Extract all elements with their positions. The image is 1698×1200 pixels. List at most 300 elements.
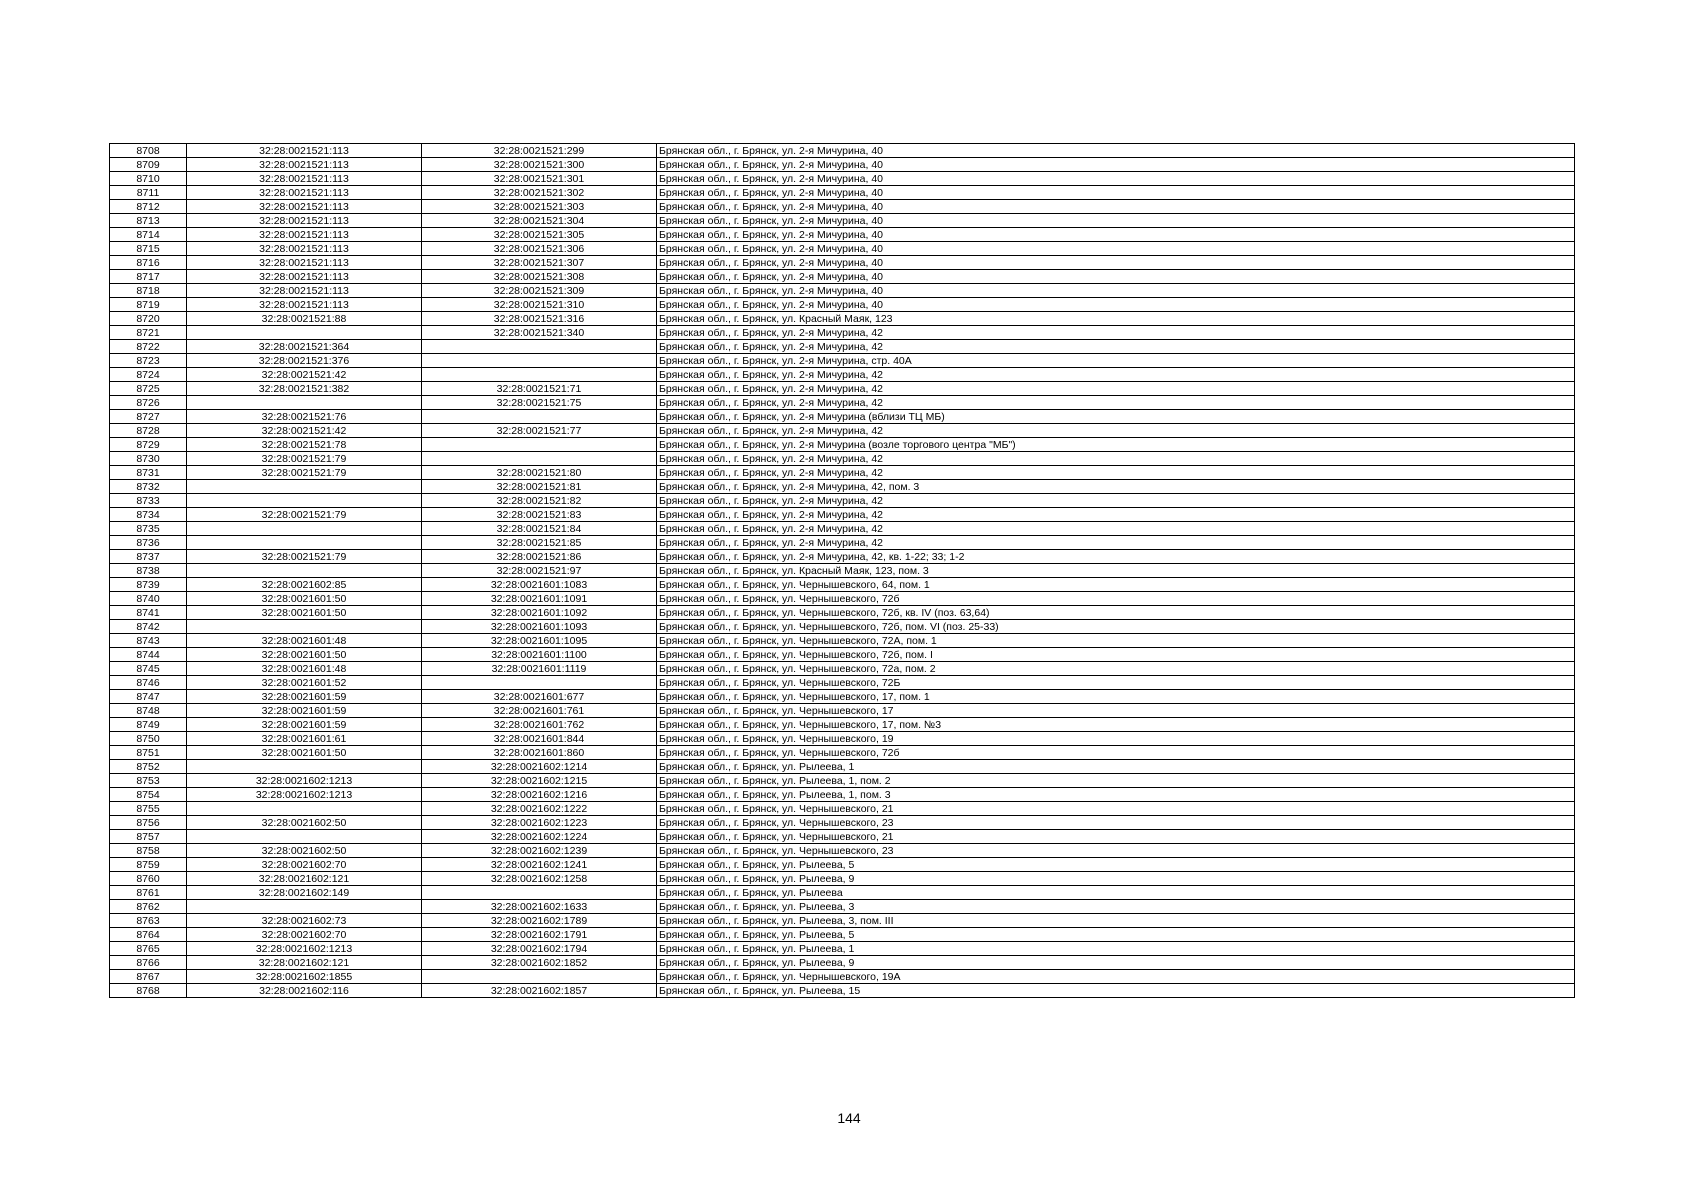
row-number-cell: 8715 [110, 242, 187, 256]
object-number-cell [422, 886, 657, 900]
parcel-number-cell: 32:28:0021602:1213 [187, 788, 422, 802]
table-row [110, 382, 1575, 396]
row-number-cell: 8712 [110, 200, 187, 214]
object-number-cell: 32:28:0021521:77 [422, 424, 657, 438]
table-row [110, 620, 1575, 634]
table-row [110, 746, 1575, 760]
object-number-cell: 32:28:0021521:86 [422, 550, 657, 564]
address-cell: Брянская обл., г. Брянск, ул. Чернышевского, 72б [657, 592, 1575, 606]
parcel-number-cell: 32:28:0021521:113 [187, 270, 422, 284]
table-row [110, 928, 1575, 942]
table-row [110, 872, 1575, 886]
address-cell: Брянская обл., г. Брянск, ул. Рылеева [657, 886, 1575, 900]
parcel-number-cell [187, 900, 422, 914]
address-cell: Брянская обл., г. Брянск, ул. 2-я Мичурина, 40 [657, 228, 1575, 242]
row-number-cell: 8731 [110, 466, 187, 480]
row-number-cell: 8754 [110, 788, 187, 802]
row-number-cell: 8722 [110, 340, 187, 354]
parcel-number-cell: 32:28:0021521:88 [187, 312, 422, 326]
table-row [110, 438, 1575, 452]
row-number-cell: 8737 [110, 550, 187, 564]
object-number-cell: 32:28:0021601:1093 [422, 620, 657, 634]
address-cell: Брянская обл., г. Брянск, ул. 2-я Мичурина (возле торгового центра "МБ") [657, 438, 1575, 452]
object-number-cell: 32:28:0021521:310 [422, 298, 657, 312]
table-row [110, 186, 1575, 200]
parcel-number-cell: 32:28:0021521:42 [187, 368, 422, 382]
object-number-cell: 32:28:0021602:1239 [422, 844, 657, 858]
row-number-cell: 8732 [110, 480, 187, 494]
row-number-cell: 8767 [110, 970, 187, 984]
row-number-cell: 8710 [110, 172, 187, 186]
table-row [110, 830, 1575, 844]
parcel-number-cell: 32:28:0021602:50 [187, 816, 422, 830]
parcel-number-cell: 32:28:0021521:113 [187, 228, 422, 242]
row-number-cell: 8743 [110, 634, 187, 648]
object-number-cell [422, 676, 657, 690]
parcel-number-cell: 32:28:0021521:79 [187, 452, 422, 466]
object-number-cell: 32:28:0021601:844 [422, 732, 657, 746]
row-number-cell: 8751 [110, 746, 187, 760]
table-row [110, 760, 1575, 774]
address-cell: Брянская обл., г. Брянск, ул. 2-я Мичурина, 42 [657, 368, 1575, 382]
object-number-cell [422, 368, 657, 382]
parcel-number-cell: 32:28:0021521:113 [187, 158, 422, 172]
row-number-cell: 8729 [110, 438, 187, 452]
table-row [110, 956, 1575, 970]
address-cell: Брянская обл., г. Брянск, ул. 2-я Мичурина, 40 [657, 270, 1575, 284]
parcel-number-cell: 32:28:0021521:113 [187, 144, 422, 158]
row-number-cell: 8728 [110, 424, 187, 438]
parcel-number-cell [187, 396, 422, 410]
address-cell: Брянская обл., г. Брянск, ул. 2-я Мичурина, 42 [657, 382, 1575, 396]
table-row [110, 550, 1575, 564]
table-row [110, 508, 1575, 522]
table-row [110, 732, 1575, 746]
parcel-number-cell [187, 522, 422, 536]
table-row [110, 368, 1575, 382]
address-cell: Брянская обл., г. Брянск, ул. Рылеева, 5 [657, 858, 1575, 872]
table-row [110, 228, 1575, 242]
row-number-cell: 8733 [110, 494, 187, 508]
address-cell: Брянская обл., г. Брянск, ул. 2-я Мичурина, 42 [657, 508, 1575, 522]
parcel-number-cell: 32:28:0021521:382 [187, 382, 422, 396]
table-row [110, 900, 1575, 914]
row-number-cell: 8749 [110, 718, 187, 732]
object-number-cell: 32:28:0021521:307 [422, 256, 657, 270]
table-row [110, 690, 1575, 704]
row-number-cell: 8764 [110, 928, 187, 942]
table-row [110, 676, 1575, 690]
row-number-cell: 8763 [110, 914, 187, 928]
parcel-number-cell: 32:28:0021602:149 [187, 886, 422, 900]
address-cell: Брянская обл., г. Брянск, ул. 2-я Мичурина, 40 [657, 144, 1575, 158]
object-number-cell: 32:28:0021602:1258 [422, 872, 657, 886]
row-number-cell: 8718 [110, 284, 187, 298]
table-row [110, 424, 1575, 438]
address-cell: Брянская обл., г. Брянск, ул. Чернышевского, 21 [657, 802, 1575, 816]
object-number-cell: 32:28:0021521:81 [422, 480, 657, 494]
row-number-cell: 8748 [110, 704, 187, 718]
parcel-number-cell: 32:28:0021602:116 [187, 984, 422, 998]
object-number-cell [422, 354, 657, 368]
page-number: 144 [837, 1110, 861, 1126]
table-row [110, 606, 1575, 620]
table-row [110, 410, 1575, 424]
address-cell: Брянская обл., г. Брянск, ул. Чернышевского, 72б, кв. IV (поз. 63,64) [657, 606, 1575, 620]
table-row [110, 242, 1575, 256]
address-cell: Брянская обл., г. Брянск, ул. 2-я Мичурина, 42 [657, 326, 1575, 340]
address-cell: Брянская обл., г. Брянск, ул. Красный Маяк, 123 [657, 312, 1575, 326]
object-number-cell: 32:28:0021602:1216 [422, 788, 657, 802]
table-row [110, 970, 1575, 984]
table-row [110, 298, 1575, 312]
address-cell: Брянская обл., г. Брянск, ул. Чернышевского, 23 [657, 844, 1575, 858]
row-number-cell: 8766 [110, 956, 187, 970]
object-number-cell: 32:28:0021602:1791 [422, 928, 657, 942]
table-row [110, 648, 1575, 662]
parcel-number-cell: 32:28:0021602:1213 [187, 942, 422, 956]
table-row [110, 158, 1575, 172]
address-cell: Брянская обл., г. Брянск, ул. Чернышевского, 72а, пом. 2 [657, 662, 1575, 676]
parcel-number-cell: 32:28:0021601:50 [187, 746, 422, 760]
registry-table [109, 143, 1575, 998]
row-number-cell: 8738 [110, 564, 187, 578]
object-number-cell: 32:28:0021521:316 [422, 312, 657, 326]
table-row [110, 214, 1575, 228]
object-number-cell: 32:28:0021521:83 [422, 508, 657, 522]
table-row [110, 634, 1575, 648]
row-number-cell: 8727 [110, 410, 187, 424]
address-cell: Брянская обл., г. Брянск, ул. 2-я Мичурина, 42 [657, 424, 1575, 438]
row-number-cell: 8741 [110, 606, 187, 620]
table-row [110, 536, 1575, 550]
table-row [110, 788, 1575, 802]
object-number-cell: 32:28:0021521:303 [422, 200, 657, 214]
row-number-cell: 8761 [110, 886, 187, 900]
table-row [110, 480, 1575, 494]
object-number-cell: 32:28:0021521:305 [422, 228, 657, 242]
address-cell: Брянская обл., г. Брянск, ул. 2-я Мичурина, 40 [657, 158, 1575, 172]
parcel-number-cell: 32:28:0021521:364 [187, 340, 422, 354]
row-number-cell: 8742 [110, 620, 187, 634]
table-row [110, 172, 1575, 186]
row-number-cell: 8721 [110, 326, 187, 340]
row-number-cell: 8714 [110, 228, 187, 242]
table-row [110, 774, 1575, 788]
row-number-cell: 8716 [110, 256, 187, 270]
parcel-number-cell: 32:28:0021521:79 [187, 466, 422, 480]
parcel-number-cell: 32:28:0021602:1213 [187, 774, 422, 788]
object-number-cell: 32:28:0021601:677 [422, 690, 657, 704]
object-number-cell: 32:28:0021521:308 [422, 270, 657, 284]
address-cell: Брянская обл., г. Брянск, ул. 2-я Мичурина, 40 [657, 214, 1575, 228]
object-number-cell [422, 970, 657, 984]
parcel-number-cell [187, 494, 422, 508]
object-number-cell: 32:28:0021601:1100 [422, 648, 657, 662]
row-number-cell: 8759 [110, 858, 187, 872]
parcel-number-cell: 32:28:0021521:113 [187, 200, 422, 214]
row-number-cell: 8730 [110, 452, 187, 466]
parcel-number-cell [187, 536, 422, 550]
table-row [110, 466, 1575, 480]
row-number-cell: 8708 [110, 144, 187, 158]
object-number-cell: 32:28:0021601:1091 [422, 592, 657, 606]
parcel-number-cell: 32:28:0021521:113 [187, 214, 422, 228]
object-number-cell: 32:28:0021521:306 [422, 242, 657, 256]
table-row [110, 942, 1575, 956]
row-number-cell: 8720 [110, 312, 187, 326]
parcel-number-cell: 32:28:0021602:1855 [187, 970, 422, 984]
table-row [110, 858, 1575, 872]
address-cell: Брянская обл., г. Брянск, ул. Рылеева, 3 [657, 900, 1575, 914]
row-number-cell: 8765 [110, 942, 187, 956]
row-number-cell: 8760 [110, 872, 187, 886]
object-number-cell: 32:28:0021521:304 [422, 214, 657, 228]
registry-table-body [110, 144, 1575, 998]
parcel-number-cell: 32:28:0021602:50 [187, 844, 422, 858]
object-number-cell: 32:28:0021521:302 [422, 186, 657, 200]
address-cell: Брянская обл., г. Брянск, ул. 2-я Мичурина, 42 [657, 466, 1575, 480]
address-cell: Брянская обл., г. Брянск, ул. Чернышевского, 19А [657, 970, 1575, 984]
address-cell: Брянская обл., г. Брянск, ул. 2-я Мичурина, 42 [657, 396, 1575, 410]
object-number-cell: 32:28:0021601:1119 [422, 662, 657, 676]
address-cell: Брянская обл., г. Брянск, ул. Рылеева, 1 [657, 942, 1575, 956]
row-number-cell: 8753 [110, 774, 187, 788]
table-row [110, 312, 1575, 326]
parcel-number-cell: 32:28:0021521:78 [187, 438, 422, 452]
address-cell: Брянская обл., г. Брянск, ул. 2-я Мичурина, 40 [657, 200, 1575, 214]
table-row [110, 354, 1575, 368]
address-cell: Брянская обл., г. Брянск, ул. Рылеева, 5 [657, 928, 1575, 942]
table-row [110, 144, 1575, 158]
address-cell: Брянская обл., г. Брянск, ул. Чернышевского, 64, пом. 1 [657, 578, 1575, 592]
object-number-cell: 32:28:0021601:1092 [422, 606, 657, 620]
row-number-cell: 8723 [110, 354, 187, 368]
object-number-cell: 32:28:0021602:1241 [422, 858, 657, 872]
table-row [110, 704, 1575, 718]
table-row [110, 284, 1575, 298]
object-number-cell: 32:28:0021602:1214 [422, 760, 657, 774]
object-number-cell: 32:28:0021602:1852 [422, 956, 657, 970]
address-cell: Брянская обл., г. Брянск, ул. Чернышевского, 72б, пом. I [657, 648, 1575, 662]
parcel-number-cell: 32:28:0021521:113 [187, 242, 422, 256]
table-row [110, 662, 1575, 676]
table-row [110, 914, 1575, 928]
table-row [110, 802, 1575, 816]
object-number-cell: 32:28:0021602:1857 [422, 984, 657, 998]
object-number-cell: 32:28:0021602:1223 [422, 816, 657, 830]
row-number-cell: 8719 [110, 298, 187, 312]
address-cell: Брянская обл., г. Брянск, ул. Чернышевского, 23 [657, 816, 1575, 830]
parcel-number-cell: 32:28:0021521:113 [187, 284, 422, 298]
address-cell: Брянская обл., г. Брянск, ул. Чернышевского, 17 [657, 704, 1575, 718]
table-row [110, 844, 1575, 858]
row-number-cell: 8725 [110, 382, 187, 396]
object-number-cell: 32:28:0021602:1215 [422, 774, 657, 788]
object-number-cell: 32:28:0021601:761 [422, 704, 657, 718]
object-number-cell [422, 452, 657, 466]
table-row [110, 256, 1575, 270]
parcel-number-cell: 32:28:0021601:59 [187, 718, 422, 732]
table-row [110, 718, 1575, 732]
object-number-cell: 32:28:0021601:762 [422, 718, 657, 732]
address-cell: Брянская обл., г. Брянск, ул. 2-я Мичурина, 42 [657, 340, 1575, 354]
table-row [110, 816, 1575, 830]
parcel-number-cell [187, 564, 422, 578]
address-cell: Брянская обл., г. Брянск, ул. 2-я Мичурина, 40 [657, 186, 1575, 200]
address-cell: Брянская обл., г. Брянск, ул. Рылеева, 1, пом. 2 [657, 774, 1575, 788]
object-number-cell: 32:28:0021521:299 [422, 144, 657, 158]
table-row [110, 340, 1575, 354]
parcel-number-cell: 32:28:0021521:376 [187, 354, 422, 368]
object-number-cell: 32:28:0021521:85 [422, 536, 657, 550]
address-cell: Брянская обл., г. Брянск, ул. Рылеева, 9 [657, 956, 1575, 970]
address-cell: Брянская обл., г. Брянск, ул. Чернышевского, 72А, пом. 1 [657, 634, 1575, 648]
parcel-number-cell: 32:28:0021601:52 [187, 676, 422, 690]
object-number-cell: 32:28:0021521:340 [422, 326, 657, 340]
row-number-cell: 8713 [110, 214, 187, 228]
address-cell: Брянская обл., г. Брянск, ул. Чернышевского, 72б [657, 746, 1575, 760]
object-number-cell: 32:28:0021521:301 [422, 172, 657, 186]
table-row [110, 886, 1575, 900]
object-number-cell: 32:28:0021601:1083 [422, 578, 657, 592]
address-cell: Брянская обл., г. Брянск, ул. Чернышевского, 21 [657, 830, 1575, 844]
parcel-number-cell: 32:28:0021521:113 [187, 298, 422, 312]
row-number-cell: 8711 [110, 186, 187, 200]
row-number-cell: 8762 [110, 900, 187, 914]
parcel-number-cell: 32:28:0021521:113 [187, 186, 422, 200]
table-row [110, 578, 1575, 592]
object-number-cell: 32:28:0021602:1633 [422, 900, 657, 914]
object-number-cell: 32:28:0021521:80 [422, 466, 657, 480]
row-number-cell: 8755 [110, 802, 187, 816]
row-number-cell: 8768 [110, 984, 187, 998]
object-number-cell: 32:28:0021602:1224 [422, 830, 657, 844]
parcel-number-cell: 32:28:0021521:76 [187, 410, 422, 424]
address-cell: Брянская обл., г. Брянск, ул. Чернышевского, 19 [657, 732, 1575, 746]
parcel-number-cell: 32:28:0021601:50 [187, 592, 422, 606]
parcel-number-cell: 32:28:0021601:50 [187, 606, 422, 620]
address-cell: Брянская обл., г. Брянск, ул. Красный Маяк, 123, пом. 3 [657, 564, 1575, 578]
object-number-cell [422, 438, 657, 452]
address-cell: Брянская обл., г. Брянск, ул. Рылеева, 15 [657, 984, 1575, 998]
row-number-cell: 8736 [110, 536, 187, 550]
table-row [110, 592, 1575, 606]
row-number-cell: 8752 [110, 760, 187, 774]
object-number-cell: 32:28:0021521:75 [422, 396, 657, 410]
object-number-cell: 32:28:0021521:97 [422, 564, 657, 578]
address-cell: Брянская обл., г. Брянск, ул. 2-я Мичурина, 42 [657, 522, 1575, 536]
address-cell: Брянская обл., г. Брянск, ул. 2-я Мичурина, 40 [657, 172, 1575, 186]
parcel-number-cell: 32:28:0021601:59 [187, 690, 422, 704]
address-cell: Брянская обл., г. Брянск, ул. 2-я Мичурина, 42, пом. 3 [657, 480, 1575, 494]
address-cell: Брянская обл., г. Брянск, ул. Рылеева, 3, пом. III [657, 914, 1575, 928]
row-number-cell: 8747 [110, 690, 187, 704]
table-row [110, 494, 1575, 508]
address-cell: Брянская обл., г. Брянск, ул. 2-я Мичурина, 42, кв. 1-22; 33; 1-2 [657, 550, 1575, 564]
row-number-cell: 8735 [110, 522, 187, 536]
address-cell: Брянская обл., г. Брянск, ул. 2-я Мичурина (вблизи ТЦ МБ) [657, 410, 1575, 424]
parcel-number-cell: 32:28:0021521:42 [187, 424, 422, 438]
row-number-cell: 8739 [110, 578, 187, 592]
object-number-cell: 32:28:0021602:1222 [422, 802, 657, 816]
parcel-number-cell: 32:28:0021602:70 [187, 928, 422, 942]
parcel-number-cell [187, 802, 422, 816]
row-number-cell: 8750 [110, 732, 187, 746]
parcel-number-cell: 32:28:0021601:50 [187, 648, 422, 662]
parcel-number-cell [187, 760, 422, 774]
parcel-number-cell: 32:28:0021521:79 [187, 508, 422, 522]
address-cell: Брянская обл., г. Брянск, ул. 2-я Мичурина, 40 [657, 242, 1575, 256]
parcel-number-cell: 32:28:0021602:73 [187, 914, 422, 928]
parcel-number-cell [187, 620, 422, 634]
parcel-number-cell: 32:28:0021601:59 [187, 704, 422, 718]
address-cell: Брянская обл., г. Брянск, ул. Рылеева, 9 [657, 872, 1575, 886]
row-number-cell: 8724 [110, 368, 187, 382]
address-cell: Брянская обл., г. Брянск, ул. 2-я Мичурина, 40 [657, 284, 1575, 298]
object-number-cell: 32:28:0021602:1794 [422, 942, 657, 956]
parcel-number-cell [187, 830, 422, 844]
object-number-cell: 32:28:0021521:309 [422, 284, 657, 298]
table-row [110, 984, 1575, 998]
row-number-cell: 8740 [110, 592, 187, 606]
parcel-number-cell: 32:28:0021521:113 [187, 172, 422, 186]
parcel-number-cell: 32:28:0021602:121 [187, 872, 422, 886]
parcel-number-cell: 32:28:0021601:61 [187, 732, 422, 746]
address-cell: Брянская обл., г. Брянск, ул. 2-я Мичурина, 42 [657, 494, 1575, 508]
table-row [110, 522, 1575, 536]
row-number-cell: 8757 [110, 830, 187, 844]
parcel-number-cell [187, 480, 422, 494]
object-number-cell: 32:28:0021521:300 [422, 158, 657, 172]
address-cell: Брянская обл., г. Брянск, ул. Рылеева, 1 [657, 760, 1575, 774]
object-number-cell [422, 410, 657, 424]
parcel-number-cell: 32:28:0021521:113 [187, 256, 422, 270]
address-cell: Брянская обл., г. Брянск, ул. 2-я Мичурина, 40 [657, 298, 1575, 312]
object-number-cell [422, 340, 657, 354]
row-number-cell: 8717 [110, 270, 187, 284]
object-number-cell: 32:28:0021602:1789 [422, 914, 657, 928]
parcel-number-cell [187, 326, 422, 340]
row-number-cell: 8745 [110, 662, 187, 676]
parcel-number-cell: 32:28:0021602:70 [187, 858, 422, 872]
row-number-cell: 8709 [110, 158, 187, 172]
address-cell: Брянская обл., г. Брянск, ул. 2-я Мичурина, 40 [657, 256, 1575, 270]
address-cell: Брянская обл., г. Брянск, ул. Рылеева, 1, пом. 3 [657, 788, 1575, 802]
address-cell: Брянская обл., г. Брянск, ул. Чернышевского, 17, пом. №3 [657, 718, 1575, 732]
table-row [110, 270, 1575, 284]
parcel-number-cell: 32:28:0021521:79 [187, 550, 422, 564]
address-cell: Брянская обл., г. Брянск, ул. Чернышевского, 72б, пом. VI (поз. 25-33) [657, 620, 1575, 634]
parcel-number-cell: 32:28:0021602:121 [187, 956, 422, 970]
parcel-number-cell: 32:28:0021602:85 [187, 578, 422, 592]
address-cell: Брянская обл., г. Брянск, ул. 2-я Мичурина, 42 [657, 452, 1575, 466]
address-cell: Брянская обл., г. Брянск, ул. Чернышевского, 72Б [657, 676, 1575, 690]
address-cell: Брянская обл., г. Брянск, ул. 2-я Мичурина, 42 [657, 536, 1575, 550]
row-number-cell: 8746 [110, 676, 187, 690]
row-number-cell: 8744 [110, 648, 187, 662]
address-cell: Брянская обл., г. Брянск, ул. Чернышевского, 17, пом. 1 [657, 690, 1575, 704]
table-row [110, 564, 1575, 578]
row-number-cell: 8758 [110, 844, 187, 858]
object-number-cell: 32:28:0021521:82 [422, 494, 657, 508]
address-cell: Брянская обл., г. Брянск, ул. 2-я Мичурина, стр. 40А [657, 354, 1575, 368]
object-number-cell: 32:28:0021521:84 [422, 522, 657, 536]
table-row [110, 396, 1575, 410]
row-number-cell: 8756 [110, 816, 187, 830]
object-number-cell: 32:28:0021521:71 [422, 382, 657, 396]
object-number-cell: 32:28:0021601:1095 [422, 634, 657, 648]
